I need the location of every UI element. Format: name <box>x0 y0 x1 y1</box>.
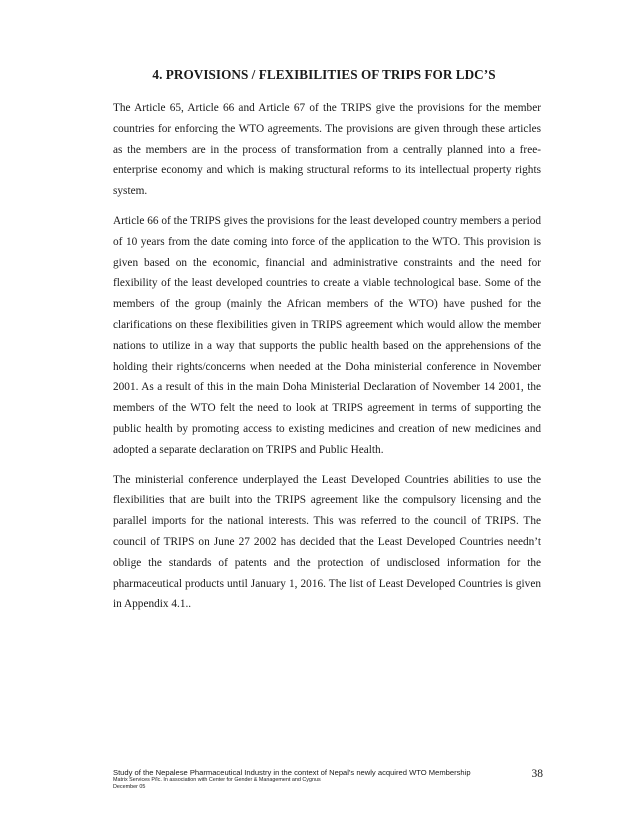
section-heading: 4. PROVISIONS / FLEXIBILITIES OF TRIPS FOR LDC’S <box>152 67 496 82</box>
footer-organization: Matrix Services P/lc. In association with Center for Gender & Management and Cygnus <box>113 777 321 783</box>
paragraph-3: The ministerial conference underplayed the Least Developed Countries abilities to use the flexibilities that are built into the TRIPS agreement like the compulsory licensing and the parallel imports for the national interests. This was referred to the council of TRIPS. The council of TRIPS on June 27 2002 has decided that the Least Developed Countries needn’t oblige the standards of patents and the protection of undisclosed information for the pharmaceutical products until January 1, 2016. The list of Least Developed Countries is given in Appendix 4.1.. <box>113 473 541 611</box>
body-text <box>113 98 541 624</box>
page-footer <box>113 768 543 808</box>
page-number: 38 <box>531 768 543 780</box>
paragraph-1: The Article 65, Article 66 and Article 67 of the TRIPS give the provisions for the member countries for enforcing the WTO agreements. The provisions are given through these articles as the members are in the process of transformation from a centrally planned into a free-enterprise economy and which is making structural reforms to its intellectual property rights system. <box>113 102 541 198</box>
paragraph-2: Article 66 of the TRIPS gives the provisions for the least developed country members a period of 10 years from the date coming into force of the application to the WTO. This provision is given based on the economic, financial and administrative constraints and the need for flexibility of the least developed countries to create a viable technological base. Some of the members of the group (mainly the African members of the WTO) have pushed for the clarifications on these flexibilities given in TRIPS agreement which would allow the member nations to utilize in a way that supports the public health based on the apprehensions of the holding their rights/concerns when needed at the Doha ministerial conference in November 2001. As a result of this in the main Doha Ministerial Declaration of November 14 2001, the members of the WTO felt the need to look at TRIPS agreement in terms of supporting the public health by promoting access to existing medicines and creation of new medicines and adopted a separate declaration on TRIPS and Public Health. <box>113 214 541 456</box>
footer-date: December 05 <box>113 783 146 790</box>
footer-title: Study of the Nepalese Pharmaceutical Industry in the context of Nepal's newly acquired WTO Membership <box>113 768 471 777</box>
